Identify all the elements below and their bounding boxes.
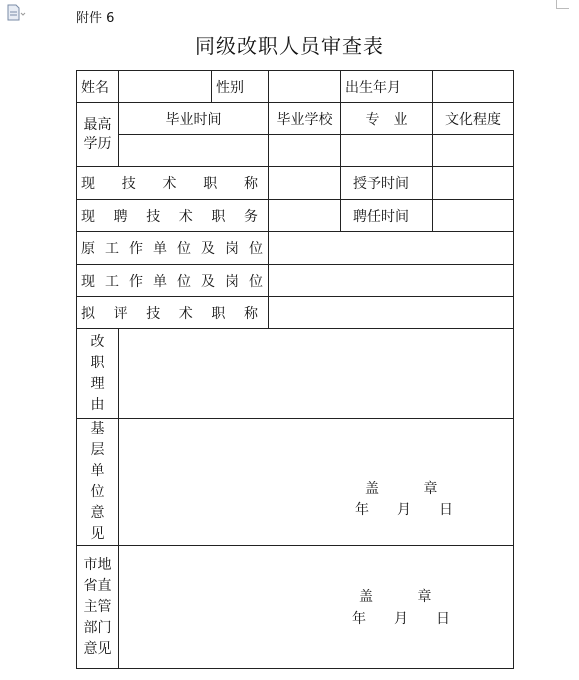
table-row [77,135,514,167]
proposed-title-field[interactable] [269,297,514,329]
grad-school-field[interactable] [269,135,341,167]
reason-label: 改 职 理 由 [77,329,119,419]
authority-label: 市地 省直 主管 部门 意见 [77,546,119,669]
grassroots-label: 基 层 单 位 意 见 [77,419,119,546]
grad-time-field[interactable] [119,135,269,167]
major-header: 专 业 [341,103,433,135]
table-row [77,232,514,265]
table-row [77,297,514,329]
table-row [77,419,514,546]
birth-label: 出生年月 [341,71,433,103]
grassroots-opinion-field[interactable] [119,419,514,546]
current-title-label: 现技术职称 [77,167,269,200]
document-icon[interactable] [6,4,26,22]
year-label: 年 [355,502,369,518]
attachment-label: 附件 6 [76,11,115,26]
table-row [77,71,514,103]
review-form-table [76,70,514,669]
grant-time-label: 授予时间 [341,167,433,200]
education-level-field[interactable] [433,135,514,167]
current-title-field[interactable] [269,167,341,200]
grad-time-header: 毕业时间 [119,103,269,135]
table-row [77,265,514,297]
table-row [77,167,514,200]
proposed-title-label: 拟评技术职称 [77,297,269,329]
gender-field[interactable] [269,71,341,103]
day-label: 日 [436,611,450,627]
birth-field[interactable] [433,71,514,103]
reason-field[interactable] [119,329,514,419]
table-row [77,200,514,232]
seal-label: 盖 章 [365,481,458,497]
major-field[interactable] [341,135,433,167]
education-level-header: 文化程度 [433,103,514,135]
hire-time-field[interactable] [433,200,514,232]
month-label: 月 [397,502,411,518]
table-row [77,546,514,669]
hired-title-field[interactable] [269,200,341,232]
year-label: 年 [352,611,366,627]
curr-unit-label: 现工作单位及岗位 [77,265,269,297]
month-label: 月 [394,611,408,627]
prev-unit-field[interactable] [269,232,514,265]
page-corner-mark [556,0,569,9]
seal-label: 盖 章 [359,589,452,605]
prev-unit-label: 原工作单位及岗位 [77,232,269,265]
authority-opinion-field[interactable] [119,546,514,669]
date-line [355,499,481,519]
grant-time-field[interactable] [433,167,514,200]
name-field[interactable] [119,71,212,103]
page-title: 同级改职人员审查表 [195,34,384,58]
date-line [352,608,478,628]
education-label: 最高学历 [77,103,119,167]
table-row [77,103,514,135]
hire-time-label: 聘任时间 [341,200,433,232]
gender-label: 性别 [212,71,269,103]
name-label: 姓名 [77,71,119,103]
table-row [77,329,514,419]
hired-title-label: 现聘技术职务 [77,200,269,232]
day-label: 日 [439,502,453,518]
curr-unit-field[interactable] [269,265,514,297]
grad-school-header: 毕业学校 [269,103,341,135]
